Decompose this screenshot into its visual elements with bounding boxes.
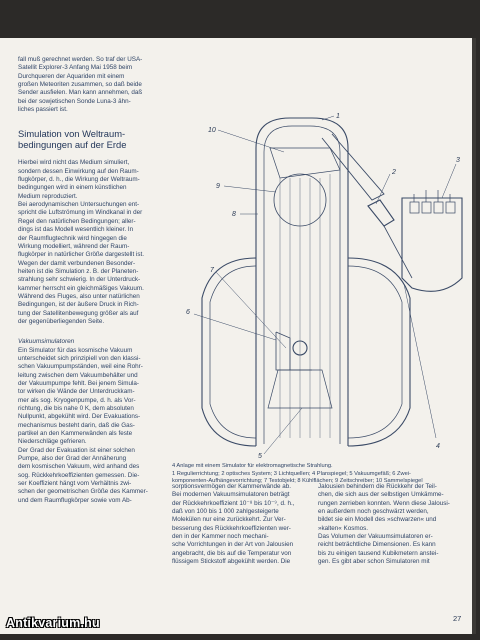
text-line: Bedingungen, ist der äußere Druck in Rich-	[18, 301, 139, 309]
text-line: Bei modernen Vakuumsimulatoren beträgt	[172, 491, 290, 499]
text-line: Pumpe, also der Grad der Annäherung	[18, 455, 127, 463]
text-line: Niederschläge gefrieren.	[18, 438, 87, 446]
text-line: kammer herrscht ein gleichmäßiges Vakuum.	[18, 284, 144, 292]
text-line: Wegen der damit verbundenen Besonder-	[18, 259, 136, 267]
text-line: rungen zerrieben konnten. Wenn diese Jalousi-	[318, 499, 450, 507]
part-label-7: 7	[210, 267, 214, 274]
subheading: Vakuumsimulatoren	[18, 338, 75, 346]
leader-lines	[194, 116, 456, 454]
part-label-9: 9	[216, 183, 220, 190]
light-sources	[410, 190, 455, 213]
body-paragraph	[18, 159, 166, 326]
text-line: leitung zwischen dem Vakuumbehälter und	[18, 371, 138, 379]
right-column	[318, 483, 466, 566]
text-line: Hierbei wird nicht das Medium simuliert,	[18, 159, 130, 167]
text-line: mer als sog. Kryogenpumpe, d. h. als Vor-	[18, 396, 136, 404]
left-column	[18, 56, 166, 505]
text-line: bedingungen wird in einem künstlichen	[18, 184, 127, 192]
text-line: angebracht, die bis auf die Temperatur von	[172, 549, 292, 557]
lamp-connector	[384, 226, 412, 278]
text-line: liches passiert ist.	[18, 106, 68, 114]
text-line: schen der geometrischen Größe des Kammer-	[18, 488, 148, 496]
part-label-2: 2	[392, 169, 396, 176]
text-line: tor wirken die Wände der Unterdruckkam-	[18, 388, 135, 396]
text-line: Das Volumen der Vakuumsimulatoren er-	[318, 533, 433, 541]
text-line: Wirkung modelliert, während der Raum-	[18, 242, 130, 250]
lamp-housing	[402, 198, 462, 291]
text-line: partikel an den Kammerwänden als feste	[18, 430, 133, 438]
text-line: Regel den natürlichen Bedingungen; aller-	[18, 217, 136, 225]
collecting-mirror	[270, 148, 340, 178]
cooling-surfaces	[256, 278, 348, 438]
heading-line: bedingungen auf der Erde	[18, 139, 127, 151]
text-line: sog. Rückkehrkoeffizienten gemessen. Die-	[18, 471, 140, 479]
text-line: bildet sie ein Modell des »schwarzen« und	[318, 516, 437, 524]
watermark: Antikvarium.hu	[6, 616, 100, 630]
text-line: en außerdem noch geschwärzt werden,	[318, 508, 429, 516]
text-line: reicht beträchtliche Dimensionen. Es kann	[318, 541, 436, 549]
text-line: chen, die sich aus der selbstigen Umkämme-	[318, 491, 444, 499]
section-heading	[18, 128, 166, 150]
text-line: daß von 100 bis 1 000 zahlgesteigerte	[172, 508, 279, 516]
part-label-3: 3	[456, 157, 460, 164]
text-line: Jalousien behindern die Rückkehr der Teil-	[318, 483, 437, 490]
caption-line: 4 Anlage mit einem Simulator für elektromagnetische Strahlung.	[172, 463, 333, 469]
beam-arm	[322, 134, 384, 200]
page-number: 27	[453, 614, 462, 623]
text-line: dings ist das Modell wesentlich kleiner. In	[18, 226, 134, 234]
caption-line: komponenten-Aufhängevorrichtung; 7 Testobjekt; 8 Kühlflächen; 9 Zeitschreiber; 10 Sammelspiegel	[172, 478, 423, 485]
part-label-10: 10	[208, 127, 216, 134]
text-line: flugkörper, d. h., die Wirkung der Weltraum-	[18, 176, 140, 184]
caption-line: 1 Regulierrichtung; 2 optisches System; 3 Lichtquellen; 4 Planspiegel; 5 Vakuumgefäß; 6 Zwei-	[172, 470, 411, 477]
text-line: flüssigem Stickstoff abgekühlt werden. Die	[172, 558, 291, 566]
text-line: sorptionsvermögen der Kammerwände ab.	[172, 483, 292, 490]
intro-paragraph	[18, 56, 166, 114]
text-line: der Vakuumpumpe fehlt. Bei jenem Simula-	[18, 380, 139, 387]
text-line: richtung, die bis nahe 0 K, dem absoluten	[18, 405, 134, 413]
text-line: dem kosmischen Vakuum, wird anhand des	[18, 463, 140, 471]
text-line: bis zu einigen tausend Kubikmetern anstei-	[318, 549, 439, 557]
text-line: sche Vorrichtungen in der Art von Jalousien	[172, 541, 294, 549]
middle-column	[172, 483, 312, 566]
text-line: Ein Simulator für das kosmische Vakuum	[18, 346, 133, 354]
text-line: Satellit Explorer-3 Anfang Mai 1958 beim	[18, 64, 133, 72]
text-line: Molekülen nur eine zurückkehrt. Zur Ver-	[172, 516, 286, 524]
body-paragraph-2	[18, 347, 166, 506]
text-line: ser Koeffizient hängt vom Verhältnis zwi-	[18, 480, 132, 488]
text-line: fall muß gerechnet werden. So traf der USA-	[18, 56, 143, 63]
simulator-diagram	[172, 108, 472, 460]
text-line: der gegenüberliegenden Seite.	[18, 317, 105, 325]
text-line: der Rückkehrkoeffizient 10⁻⁸ bis 10⁻⁹, d. h.,	[172, 499, 295, 507]
part-label-5: 5	[258, 453, 262, 460]
text-line: flugkörper in natürlicher Größe dargestellt ist.	[18, 251, 144, 259]
text-line: besserung des Rückkehrkoeffizienten wer-	[172, 524, 291, 532]
text-line: spricht die Luftströmung im Windkanal in der	[18, 209, 143, 217]
text-line: bei der sowjetischen Sonde Luna-3 ähn-	[18, 97, 131, 105]
text-line: und dem Raumflugkörper sowie vom Ab-	[18, 496, 132, 504]
text-line: unterscheidet sich prinzipiell von den klassi-	[18, 354, 141, 362]
text-line: schen Vakuumpumpständen, weil eine Rohr-	[18, 363, 143, 371]
part-label-4: 4	[436, 443, 440, 450]
text-line: der Raumflugtechnik wird hingegen die	[18, 234, 127, 242]
text-line: den in der Kammer noch mechani-	[172, 533, 269, 541]
text-line: großen Meteoriten zusammen, so daß beide	[18, 81, 142, 89]
chamber-tower	[256, 118, 348, 446]
text-line: Während des Fluges, also unter natürlichen	[18, 292, 140, 300]
text-line: sondern dessen Einwirkung auf den Raum-	[18, 167, 139, 175]
text-line: Der Grad der Evakuation ist einer solchen	[18, 446, 135, 454]
text-line: Bei aerodynamischen Untersuchungen ent-	[18, 201, 140, 209]
text-line: Sender ausfielen. Man kann annehmen, daß	[18, 89, 143, 97]
text-line: strahlung sehr schwierig. In der Unterdruck-	[18, 276, 141, 284]
text-line: »kalten« Kosmos.	[318, 524, 369, 532]
part-label-6: 6	[186, 309, 190, 316]
heading-line: Simulation von Weltraum-	[18, 128, 126, 140]
part-label-8: 8	[232, 211, 236, 218]
part-label-1: 1	[336, 113, 340, 120]
text-line: Nullpunkt, abgekühlt wird. Der Evakuations-	[18, 413, 141, 421]
text-line: tung der Satellitenbewegung größer als auf	[18, 309, 139, 317]
text-line: heiten ist die Simulation z. B. der Planeten-	[18, 267, 139, 275]
optical-system	[368, 200, 394, 226]
text-line: Durchqueren der Aquariden mit einem	[18, 72, 125, 80]
text-line: Medium reproduziert.	[18, 192, 78, 200]
text-line: gen. Es gibt aber schon Simulatoren mit	[318, 558, 430, 566]
text-line: mechanismus besteht darin, daß die Gas-	[18, 421, 135, 429]
